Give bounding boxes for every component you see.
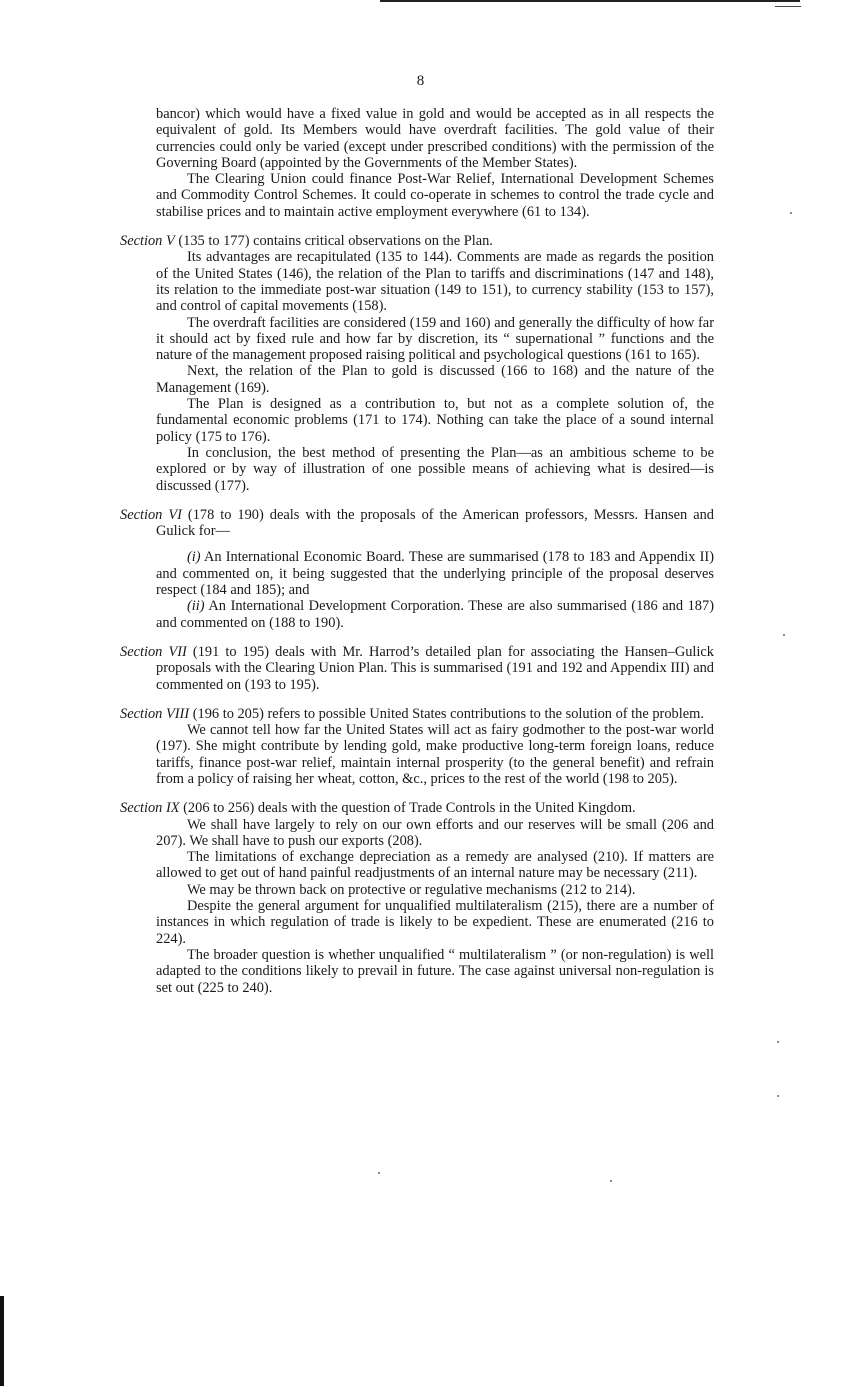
section-label: Section VI xyxy=(120,506,182,523)
section-label: Section V xyxy=(120,233,175,250)
section-label: Section VII xyxy=(120,643,187,660)
paragraph: Next, the relation of the Plan to gold is discussed (166 to 168) and the nature of the Management (169). xyxy=(156,363,714,396)
section-heading-viii: Section VIII (196 to 205) refers to possible United States contributions to the solution of the problem. xyxy=(120,705,704,722)
paragraph: We cannot tell how far the United States will act as fairy godmother to the post-war world (197). She might contribute by lending gold, make productive long-term foreign loans, reduce tariffs, finance post-war relief, maintain internal prosperity (to the general benefit) and refrain from a policy of raising her wheat, cotton, &c., prices to the rest of the world (198 to 205). xyxy=(156,722,714,787)
page-body xyxy=(120,106,714,996)
section-iv-continuation xyxy=(120,106,714,220)
paragraph: We may be thrown back on protective or regulative mechanisms (212 to 214). xyxy=(187,881,636,898)
section-heading-vii: Section VII (191 to 195) deals with Mr. Harrod’s detailed plan for associating the Hansen–Gulick proposals with the Clearing Union Plan. This is summarised (191 and 192 and Appendix III) and commented on (193 to 195). xyxy=(120,643,714,693)
page-number: 8 xyxy=(416,73,425,89)
scan-speck xyxy=(777,1095,779,1097)
scan-speck xyxy=(610,1180,612,1182)
section-heading-v: Section V (135 to 177) contains critical observations on the Plan. xyxy=(120,233,493,250)
paragraph: Despite the general argument for unqualified multilateralism (215), there are a number of instances in which regulation of trade is likely to be expedient. These are enumerated (216 to 224). xyxy=(156,898,714,947)
section-vi-body xyxy=(120,549,714,630)
paragraph: The broader question is whether unqualified “ multilateralism ” (or non-regulation) is well adapted to the conditions likely to prevail in future. The case against universal non-regulation is set out (225 to 240). xyxy=(156,946,714,996)
list-item: (ii) An International Development Corporation. These are also summarised (186 and 187) and commented on (188 to 190). xyxy=(156,598,714,631)
section-label: Section VIII xyxy=(120,705,190,722)
paragraph: Its advantages are recapitulated (135 to 144). Comments are made as regards the position of the United States (146), the relation of the Plan to tariffs and discriminations (147 and 148), its relation to the immediate post-war situation (149 to 151), to currency stability (153 to 157), and control of capital movements (158). xyxy=(156,249,714,315)
scan-edge-bar xyxy=(0,1296,4,1386)
section-heading-ix: Section IX (206 to 256) deals with the question of Trade Controls in the United Kingdom. xyxy=(120,800,636,817)
paragraph: The Plan is designed as a contribution to, but not as a complete solution of, the fundamental economic problems (171 to 174). Nothing can take the place of a sound internal policy (175 to 176). xyxy=(156,396,714,445)
section-heading-vi: Section VI (178 to 190) deals with the proposals of the American professors, Messrs. Hansen and Gulick for— xyxy=(120,506,714,540)
section-viii-body xyxy=(120,722,714,787)
scan-speck xyxy=(783,634,785,636)
item-label: (i) xyxy=(187,549,201,566)
top-edge-mark xyxy=(775,6,801,7)
section-ix-body xyxy=(120,817,714,996)
scan-speck xyxy=(777,1041,779,1043)
paragraph: bancor) which would have a fixed value in gold and would be accepted as in all respects the equivalent of gold. Its Members would have overdraft facilities. The gold value of their currencies could only be varied (except under prescribed conditions) with the permission of the Governing Board (appointed by the Governments of the Member States). xyxy=(156,106,714,171)
paragraph: In conclusion, the best method of presenting the Plan—as an ambitious scheme to be explored or by way of illustration of one possible means of achieving what is desired—is discussed (177). xyxy=(156,444,714,494)
list-item: (i) An International Economic Board. These are summarised (178 to 183 and Appendix II) and commented on, it being suggested that the underlying principle of the proposal deserves respect (184 and 185); and xyxy=(156,549,714,599)
section-v-body xyxy=(120,249,714,493)
item-label: (ii) xyxy=(187,598,205,615)
paragraph: The limitations of exchange depreciation as a remedy are analysed (210). If matters are allowed to get out of hand painful readjustments of an internal nature may be necessary (211). xyxy=(156,849,714,882)
paragraph: The overdraft facilities are considered (159 and 160) and generally the difficulty of how far it should act by fixed rule and how far by discretion, its “ supernational ” functions and the nature of the management proposed raising political and psychological questions (161 to 165). xyxy=(156,314,714,364)
scan-speck xyxy=(790,212,792,214)
paragraph: The Clearing Union could finance Post-War Relief, International Development Schemes and Commodity Control Schemes. It could co-operate in schemes to control the trade cycle and stabilise prices and to maintain active employment everywhere (61 to 134). xyxy=(156,171,714,220)
scan-speck xyxy=(378,1172,380,1174)
section-label: Section IX xyxy=(120,800,180,817)
paragraph: We shall have largely to rely on our own efforts and our reserves will be small (206 and 207). We shall have to push our exports (208). xyxy=(156,816,714,849)
top-edge-line xyxy=(380,0,800,2)
